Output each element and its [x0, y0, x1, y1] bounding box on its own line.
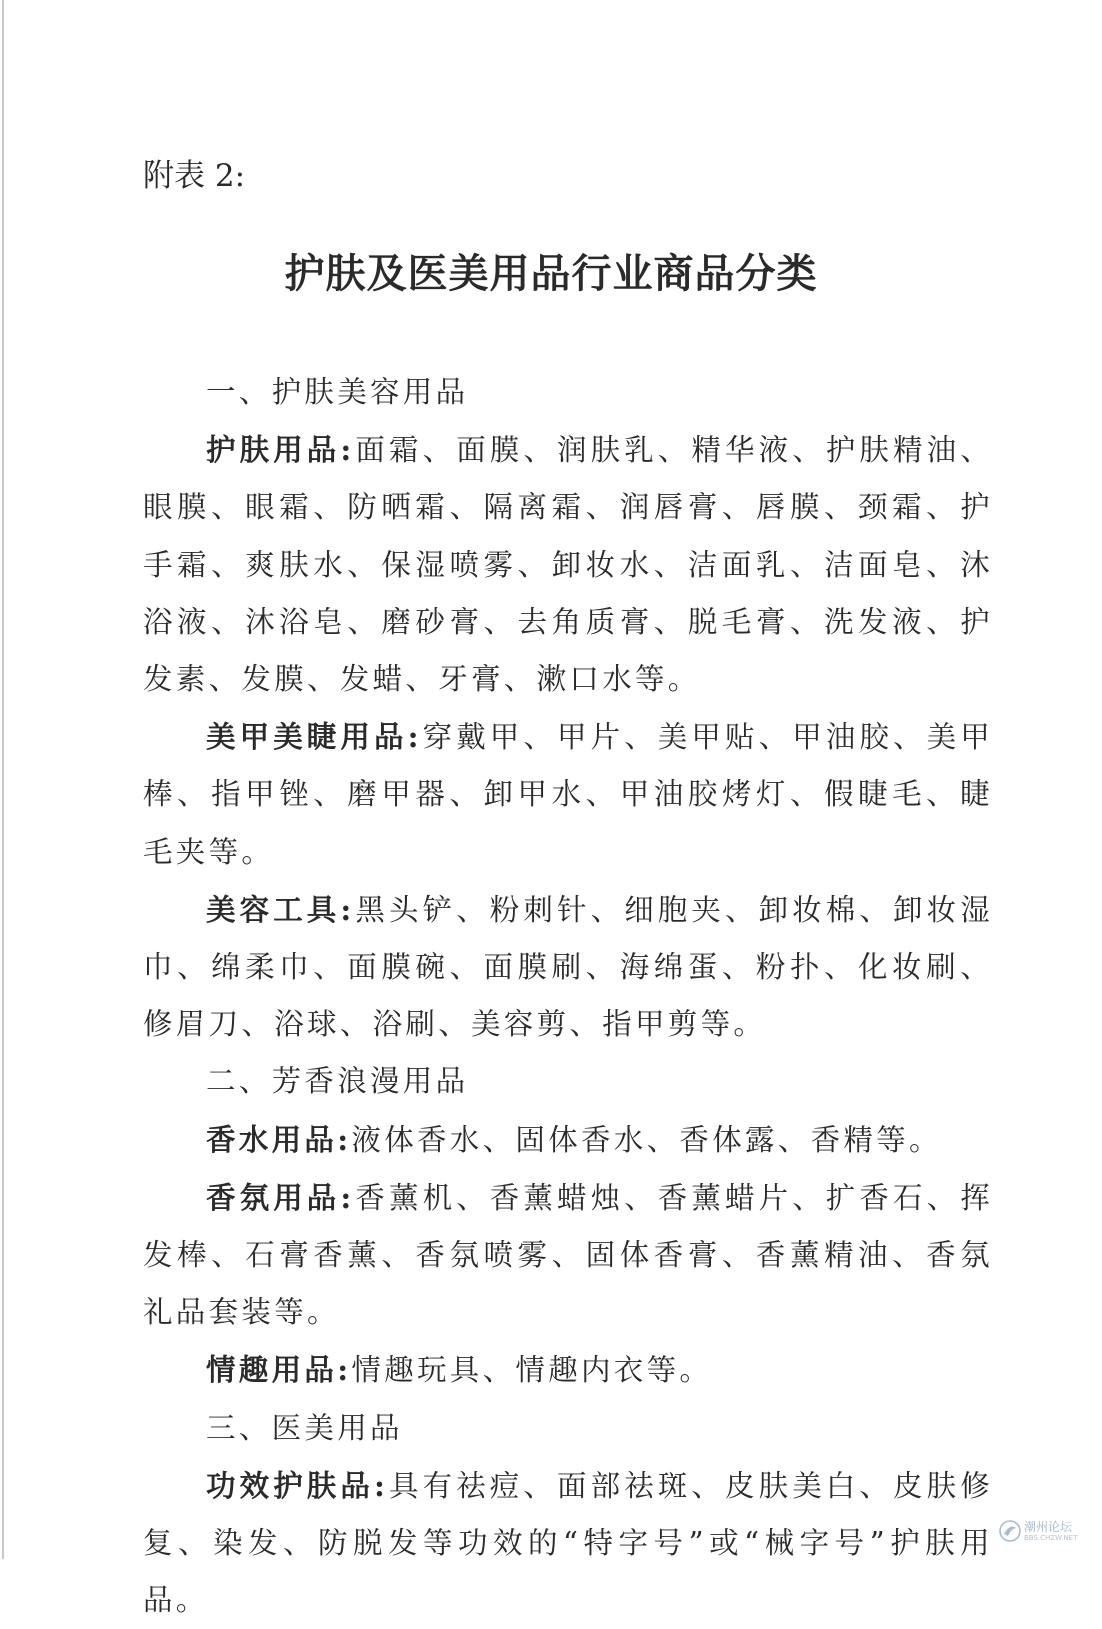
section-heading-skincare: 一、护肤美容用品: [206, 375, 469, 409]
document-body: [143, 364, 993, 1629]
category-paragraph-skincare-products: [143, 421, 993, 708]
forum-logo-icon: [998, 1519, 1022, 1543]
category-items: 香薰机、香薰蜡烛、香薰蜡片、扩香石、挥发棒、石膏香薰、香氛喷雾、固体香膏、香薰精油、香氛礼品套装等。: [143, 1180, 993, 1330]
category-items: 具有祛痘、面部祛斑、皮肤美白、皮肤修复、染发、防脱发等功效的“特字号”或“械字号”护肤用品。: [143, 1468, 993, 1618]
category-term: 护肤用品:: [206, 432, 355, 468]
category-term: 情趣用品:: [206, 1352, 352, 1388]
category-items: 黑头铲、粉刺针、细胞夹、卸妆棉、卸妆湿巾、绵柔巾、面膜碗、面膜刷、海绵蛋、粉扑、化妆刷、修眉刀、浴球、浴刷、美容剪、指甲剪等。: [143, 892, 993, 1042]
category-paragraph-nail-lash: [143, 708, 993, 881]
category-term: 美甲美睫用品:: [206, 719, 422, 755]
category-term: 美容工具:: [206, 891, 355, 927]
watermark-name: 潮州论坛: [1024, 1520, 1073, 1534]
appendix-label: 附表 2:: [143, 158, 246, 194]
watermark-url: BBS.CHZW.NET: [1024, 1534, 1078, 1542]
section-heading-medical-aesthetic: 三、医美用品: [206, 1410, 403, 1445]
section-heading-aroma: 二、芳香浪漫用品: [206, 1064, 469, 1099]
category-paragraph-functional-skincare: [143, 1457, 993, 1629]
category-paragraph-fragrance: [143, 1169, 993, 1342]
category-paragraph-beauty-tools: [143, 881, 993, 1054]
forum-watermark: [998, 1517, 1090, 1547]
category-term: 香水用品:: [206, 1121, 352, 1157]
category-term: 功效护肤品:: [206, 1467, 389, 1503]
category-term: 香氛用品:: [206, 1179, 355, 1215]
category-items: 穿戴甲、甲片、美甲贴、甲油胶、美甲棒、指甲锉、磨甲器、卸甲水、甲油胶烤灯、假睫毛、睫毛夹等。: [143, 720, 993, 869]
category-paragraph-adult: [143, 1341, 993, 1399]
category-items: 面霜、面膜、润肤乳、精华液、护肤精油、眼膜、眼霜、防晒霜、隔离霜、润唇膏、唇膜、颈霜、护手霜、爽肤水、保湿喷雾、卸妆水、洁面乳、洁面皂、沐浴液、沐浴皂、磨砂膏、去角质膏、脱毛膏、洗发液、护发素、发膜、发蜡、牙膏、漱口水等。: [143, 433, 993, 697]
category-items: 液体香水、固体香水、香体露、香精等。: [351, 1122, 942, 1157]
category-items: 情趣玩具、情趣内衣等。: [351, 1353, 713, 1388]
page-edge-line: [2, 0, 4, 1559]
category-paragraph-perfume: [143, 1111, 993, 1169]
document-title: 护肤及医美用品行业商品分类: [284, 250, 818, 297]
